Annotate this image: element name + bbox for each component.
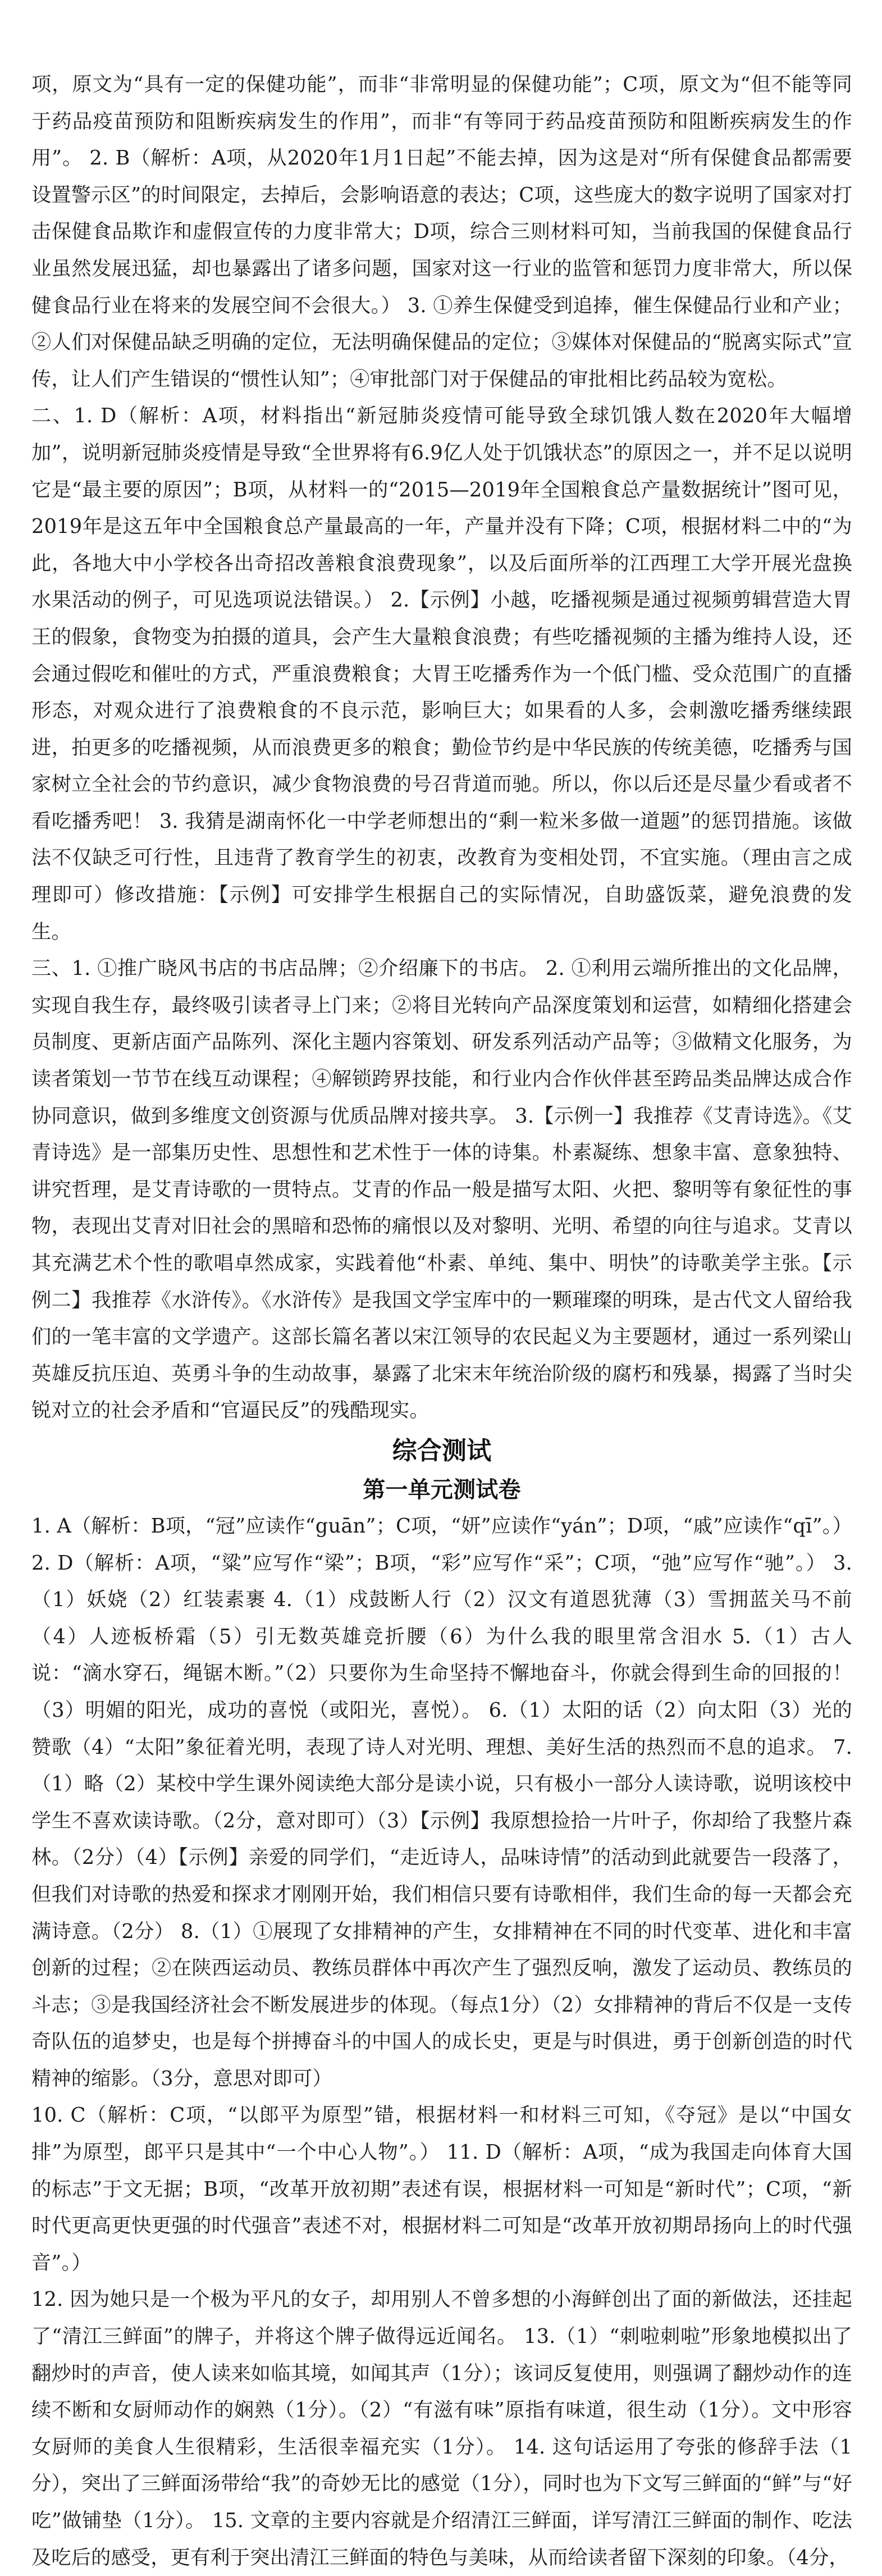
heading-unit-one-test: 第一单元测试卷 [363, 1476, 521, 1503]
paragraph-unit-answers-12-15: 12. 因为她只是一个极为平凡的女子，却用别人不曾多想的小海鲜创出了面的新做法，还挂起了“清江三鲜面”的牌子，并将这个牌子做得远近闻名。 13.（1）“刺啦刺啦”形象地模拟出了翻炒时的声音，使人读来如临其境，如闻其声（1分）；该词反复使用，则强调了翻炒动作的连续不断和女厨师动作的娴熟（1分）。（2）“有滋有味”原指有味道，很生动（1分）。文中形容女厨师的美食人生很精彩，生活很幸福充实（1分）。 14. 这句话运用了夸张的修辞手法（1分），突出了三鲜面汤带给“我”的奇妙无比的感觉（1分），同时也为下文写三鲜面的“鲜”与“好吃”做铺垫（1分）。 15. 文章的主要内容就是介绍清江三鲜面，详写清江三鲜面的制作、吃法及吃后的感受，更有利于突出清江三鲜面的特色与美味，从而给读者留下深刻的印象。（4分， [31, 2288, 852, 2569]
paragraph-section-3: 三、1. ①推广晓风书店的书店品牌；②介绍廉下的书店。 2. ①利用云端所推出的文化品牌，实现自我生存，最终吸引读者寻上门来；②将目光转向产品深度策划和运营，如精细化搭建会员制度、更新店面产品陈列、深化主题内容策划、研发系列活动产品等；③做精文化服务，为读者策划一节节在线互动课程；④解锁跨界技能，和行业内合作伙伴甚至跨品类品牌达成合作协同意识，做到多维度文创资源与优质品牌对接共享。 3.【示例一】我推荐《艾青诗选》。《艾青诗选》是一部集历史性、思想性和艺术性于一体的诗集。朴素凝练、想象丰富、意象独特、讲究哲理，是艾青诗歌的一贯特点。艾青的作品一般是描写太阳、火把、黎明等有象征性的事物，表现出艾青对旧社会的黑暗和恐怖的痛恨以及对黎明、光明、希望的向往与追求。艾青以其充满艺术个性的歌唱卓然成家，实践着他“朴素、单纯、集中、明快”的诗歌美学主张。【示例二】我推荐《水浒传》。《水浒传》是我国文学宝库中的一颗璀璨的明珠，是古代文人留给我们的一笔丰富的文学遗产。这部长篇名著以宋江领导的农民起义为主要题材，通过一系列梁山英雄反抗压迫、英勇斗争的生动故事，暴露了北宋末年统治阶级的腐朽和残暴，揭露了当时尖锐对立的社会矛盾和“官逼民反”的残酷现实。 [31, 957, 852, 1423]
paragraph-section-1-tail: 项，原文为“具有一定的保健功能”，而非“非常明显的保健功能”；C项，原文为“但不能等同于药品疫苗预防和阻断疾病发生的作用”，而非“有等同于药品疫苗预防和阻断疾病发生的作用”。 2. B（解析：A项，从2020年1月1日起”不能去掉，因为这是对“所有保健食品都需要设置警示区”的时间限定，去掉后，会影响语意的表达；C项，这些庞大的数字说明了国家对打击保健食品欺诈和虚假宣传的力度非常大；D项，综合三则材料可知，当前我国的保健食品行业虽然发展迅猛，却也暴露出了诸多问题，国家对这一行业的监管和惩罚力度非常大，所以保健食品行业在将来的发展空间不会很大。） 3. ①养生保健受到追捧，催生保健品行业和产业；②人们对保健品缺乏明确的定位，无法明确保健品的定位；③媒体对保健品的“脱离实际式”宣传，让人们产生错误的“惯性认知”；④审批部门对于保健品的审批相比药品较为宽松。 [31, 73, 852, 391]
paragraph-unit-answers-1-8: 1. A（解析：B项，“冠”应读作“guān”；C项，“妍”应读作“yán”；D项，“戚”应读作“qī”。） 2. D（解析：A项，“粱”应写作“梁”；B项，“彩”应写作“采”；C项，“弛”应写作“驰”。） 3.（1）妖娆（2）红装素裹 4.（1）戍鼓断人行（2）汉文有道恩犹薄（3）雪拥蓝关马不前（4）人迹板桥霜（5）引无数英雄竞折腰（6）为什么我的眼里常含泪水 5.（1）古人说：“滴水穿石，绳锯木断。”（2）只要你为生命坚持不懈地奋斗，你就会得到生命的回报的！（3）明媚的阳光，成功的喜悦（或阳光，喜悦）。 6.（1）太阳的话（2）向太阳（3）光的赞歌（4）“太阳”象征着光明，表现了诗人对光明、理想、美好生活的热烈而不息的追求。 7.（1）略（2）某校中学生课外阅读绝大部分是读小说，只有极小一部分人读诗歌，说明该校中学生不喜欢读诗歌。（2分，意对即可）（3）【示例】我原想捡拾一片叶子，你却给了我整片森林。（2分）（4）【示例】亲爱的同学们，“走近诗人，品味诗情”的活动到此就要告一段落了，但我们对诗歌的热爱和探求才刚刚开始，我们相信只要有诗歌相伴，我们生命的每一天都会充满诗意。（2分） 8.（1）①展现了女排精神的产生，女排精神在不同的时代变革、进化和丰富创新的过程；②在陕西运动员、教练员群体中再次产生了强烈反响，激发了运动员、教练员的斗志；③是我国经济社会不断发展进步的体现。（每点1分）（2）女排精神的背后不仅是一支传奇队伍的追梦史，也是每个拼搏奋斗的中国人的成长史，更是与时俱进，勇于创新创造的时代精神的缩影。（3分，意思对即可） [31, 1514, 852, 2090]
paragraph-section-2: 二、1. D（解析：A项，材料指出“新冠肺炎疫情可能导致全球饥饿人数在2020年大幅增加”，说明新冠肺炎疫情是导致“全世界将有6.9亿人处于饥饿状态”的原因之一，并不足以说明它是“最主要的原因”；B项，从材料一的“2015—2019年全国粮食总产量数据统计”图可见，2019年是这五年中全国粮食总产量最高的一年，产量并没有下降；C项，根据材料二中的“为此，各地大中小学校各出奇招改善粮食浪费现象”，以及后面所举的江西理工大学开展光盘换水果活动的例子，可见选项说法错误。） 2.【示例】小越，吃播视频是通过视频剪辑营造大胃王的假象，食物变为拍摄的道具，会产生大量粮食浪费；有些吃播视频的主播为维持人设，还会通过假吃和催吐的方式，严重浪费粮食；大胃王吃播秀作为一个低门槛、受众范围广的直播形态，对观众进行了浪费粮食的不良示范，影响巨大；如果看的人多，会刺激吃播秀继续跟进，拍更多的吃播视频，从而浪费更多的粮食；勤俭节约是中华民族的传统美德，吃播秀与国家树立全社会的节约意识，减少食物浪费的号召背道而驰。所以，你以后还是尽量少看或者不看吃播秀吧！ 3. 我猜是湖南怀化一中学老师想出的“剩一粒米多做一道题”的惩罚措施。该做法不仅缺乏可行性，且违背了教育学生的初衷，改教育为变相处罚，不宜实施。（理由言之成理即可）修改措施：【示例】可安排学生根据自己的实际情况，自助盛饭菜，避免浪费的发生。 [31, 404, 852, 943]
paragraph-unit-answers-10-11: 10. C（解析：C项，“以郎平为原型”错，根据材料一和材料三可知，《夺冠》是以“中国女排”为原型，郎平只是其中“一个中心人物”。） 11. D（解析：A项，“成为我国走向体育大国的标志”于文无据；B项，“改革开放初期”表述有误，根据材料一可知是“新时代”；C项，“新时代更高更快更强的时代强音”表述不对，根据材料二可知是“改革开放初期昂扬向上的时代强音”。） [31, 2104, 852, 2274]
heading-comprehensive-test: 综合测试 [392, 1436, 492, 1465]
answer-page [31, 66, 852, 2576]
